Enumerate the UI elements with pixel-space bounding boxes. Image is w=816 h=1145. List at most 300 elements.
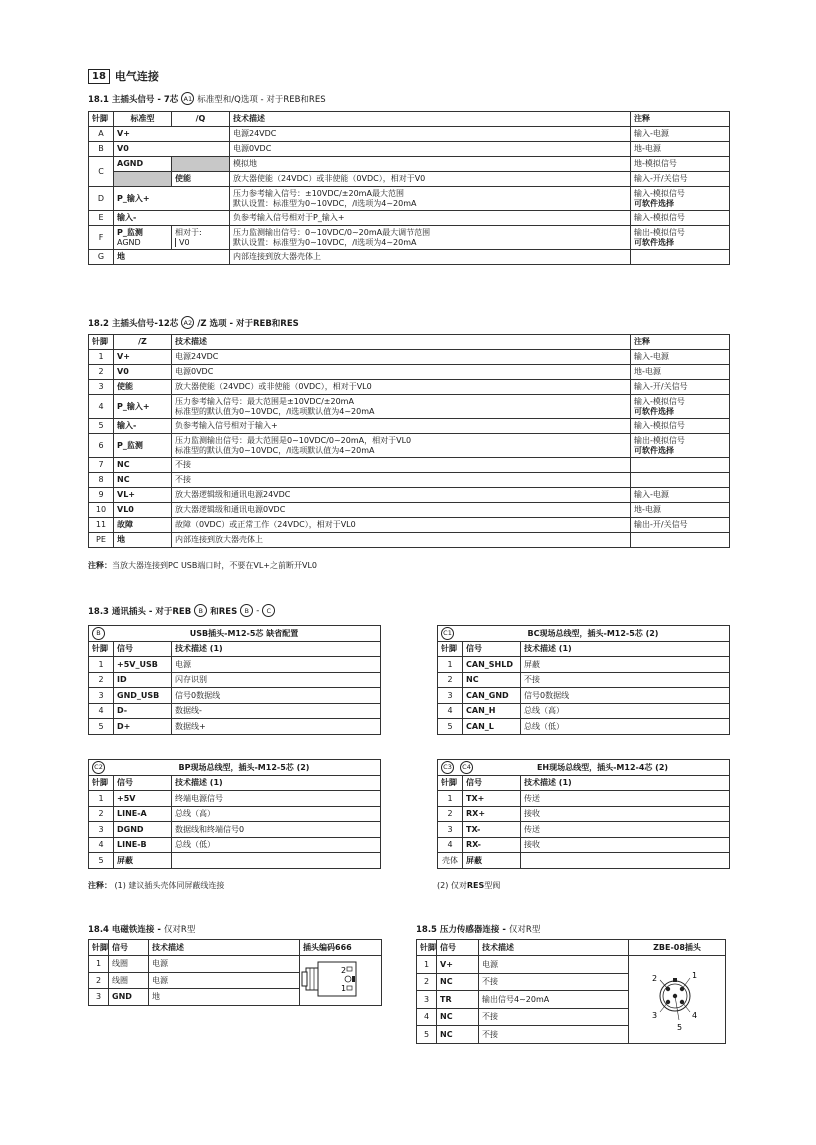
- signal-cell: 线圈: [109, 972, 149, 989]
- desc-cell: [172, 350, 631, 365]
- pin-cell: 2: [89, 365, 114, 380]
- signal-cell: 故障: [114, 518, 172, 533]
- desc-cell: 不接: [479, 1008, 629, 1026]
- th-pin: 针脚: [438, 776, 463, 791]
- signal-cell: 输入-: [114, 211, 230, 226]
- signal-cell: 屏蔽: [114, 853, 172, 869]
- s182-note: [88, 560, 317, 571]
- table-row: [438, 837, 730, 853]
- note-line: 输出-模拟信号: [634, 228, 685, 237]
- desc-line: 负参考输入信号相对于输入+: [175, 421, 278, 431]
- table-row: [438, 657, 730, 673]
- desc-cell: 接收: [521, 806, 730, 822]
- bc-title: BC现场总线型，插头-M12-5芯 (2): [527, 628, 659, 638]
- desc-cell: 不接: [479, 973, 629, 991]
- desc-line: 放大器逻辑级和通讯电源24VDC: [175, 490, 291, 500]
- pin-cell: 1: [89, 956, 109, 973]
- desc-cell: 电源0VDC: [230, 142, 631, 157]
- desc-cell: [172, 503, 631, 518]
- bp-circle-0: C2: [92, 761, 105, 774]
- note-cell: [631, 518, 730, 533]
- pin-cell: 3: [438, 688, 463, 704]
- desc-cell: 数据线和终端信号0: [172, 822, 381, 838]
- desc-cell: [172, 518, 631, 533]
- q-line: V0: [175, 238, 226, 248]
- table-row: [89, 395, 730, 419]
- desc-cell: 数据线-: [172, 703, 381, 719]
- desc-cell: 电源: [479, 956, 629, 974]
- th-desc: 技术描述 (1): [172, 642, 381, 657]
- s181-title-a: 18.1 主插头信号 - 7芯: [88, 94, 179, 105]
- desc-cell: 内部连接到放大器壳体上: [230, 250, 631, 265]
- table-row: [89, 142, 730, 157]
- s183-title-b: 和RES: [210, 606, 238, 617]
- table-row: [89, 172, 730, 187]
- s185-title-b: 仅对R型: [508, 925, 541, 935]
- desc-cell: 不接: [521, 672, 730, 688]
- eh-circle-0: C3: [441, 761, 454, 774]
- table-row: [89, 657, 381, 673]
- gray-cell: [172, 157, 230, 172]
- signal-cell: NC: [437, 1026, 479, 1044]
- signal-cell: V0: [114, 365, 172, 380]
- th-desc: 技术描述: [230, 112, 631, 127]
- signal-cell: 使能: [114, 380, 172, 395]
- s183-note1: [88, 880, 224, 891]
- pin-cell: 5: [89, 419, 114, 434]
- th-note: 注释: [631, 112, 730, 127]
- desc-cell: 终端电源信号: [172, 791, 381, 807]
- note-cell: 输入-电源: [631, 127, 730, 142]
- s183-circle-b2: B: [240, 604, 253, 617]
- signal-cell: +5V_USB: [114, 657, 172, 673]
- th-q: /Q: [172, 112, 230, 127]
- signal-cell: P_输入+: [114, 395, 172, 419]
- note-line: 输入-电源: [634, 352, 669, 362]
- note-cell: [631, 187, 730, 211]
- table-row: [89, 703, 381, 719]
- section-heading: 电气连接: [114, 70, 159, 83]
- pin-cell: PE: [89, 533, 114, 548]
- note-line: 可软件选择: [634, 198, 674, 208]
- signal-cell: V+: [114, 127, 230, 142]
- signal-cell: CAN_SHLD: [463, 657, 521, 673]
- desc-cell: 总线（低）: [521, 719, 730, 735]
- pin-cell: 1: [89, 350, 114, 365]
- desc-cell: [172, 365, 631, 380]
- pin-cell: 2: [417, 973, 437, 991]
- pin-cell: 1: [417, 956, 437, 974]
- note-line: 地-电源: [634, 505, 661, 515]
- note-line: 可软件选择: [634, 237, 674, 247]
- pin-cell: 2: [438, 806, 463, 822]
- th-desc: 技术描述 (1): [521, 642, 730, 657]
- desc-cell: 总线（低）: [172, 837, 381, 853]
- s182-title: [88, 316, 299, 329]
- table-row: [89, 822, 381, 838]
- note-cell: [631, 419, 730, 434]
- note-cell: [631, 365, 730, 380]
- pin-cell: 8: [89, 473, 114, 488]
- table-row: [89, 211, 730, 226]
- th-pin: 针脚: [438, 642, 463, 657]
- note-line: 可软件选择: [634, 406, 674, 416]
- desc-line: 内部连接到放大器壳体上: [175, 535, 263, 545]
- pin-cell: 9: [89, 488, 114, 503]
- pin-label-1: 1: [692, 971, 698, 980]
- desc-cell: 负参考输入信号相对于P_输入+: [230, 211, 631, 226]
- desc-cell: [172, 488, 631, 503]
- desc-cell: 传送: [521, 791, 730, 807]
- bp-table: [88, 759, 381, 869]
- s183-title: [88, 604, 275, 617]
- desc-line: 压力参考输入信号：最大范围是±10VDC/±20mA: [175, 397, 354, 406]
- note-cell: [631, 250, 730, 265]
- signal-cell: V0: [114, 142, 230, 157]
- note-cell: 地-模拟信号: [631, 157, 730, 172]
- signal-cell: CAN_L: [463, 719, 521, 735]
- signal-cell: P_监测: [114, 434, 172, 458]
- table-row: [438, 806, 730, 822]
- solenoid-plug-icon: [300, 956, 380, 1002]
- desc-cell: [172, 434, 631, 458]
- desc-cell: 数据线+: [172, 719, 381, 735]
- th-desc: 技术描述: [172, 335, 631, 350]
- signal-cell: 屏蔽: [463, 853, 521, 869]
- desc-cell: [230, 187, 631, 211]
- signal-cell: NC: [437, 973, 479, 991]
- s181-title: [88, 92, 326, 105]
- table-row: [89, 350, 730, 365]
- signal-cell: ID: [114, 672, 172, 688]
- signal-cell: LINE-A: [114, 806, 172, 822]
- pin-label-4: 4: [692, 1011, 698, 1020]
- desc-cell: [172, 853, 381, 869]
- desc-cell: 接收: [521, 837, 730, 853]
- s184-title-a: 18.4 电磁铁连接 -: [88, 925, 161, 935]
- pin-cell: 4: [417, 1008, 437, 1026]
- bc-table: [437, 625, 730, 735]
- pin-cell: 7: [89, 458, 114, 473]
- signal-cell: NC: [114, 458, 172, 473]
- eh-circle-1: C4: [460, 761, 473, 774]
- pin-cell: 3: [89, 989, 109, 1006]
- table-row: [89, 518, 730, 533]
- note-line: 输入-模拟信号: [634, 421, 685, 431]
- desc-cell: 信号0数据线: [521, 688, 730, 704]
- s184-title-b: 仅对R型: [163, 925, 196, 935]
- table-row: [89, 473, 730, 488]
- pin-cell: 1: [438, 791, 463, 807]
- table-row: [89, 157, 730, 172]
- table-row: [89, 533, 730, 548]
- desc-cell: 模拟地: [230, 157, 631, 172]
- desc-line: 默认设置：标准型为0~10VDC，/I选项为4~20mA: [233, 237, 417, 247]
- bp-title: BP现场总线型，插头-M12-5芯 (2): [178, 762, 310, 772]
- table-row: [438, 703, 730, 719]
- desc-cell: 闪存识别: [172, 672, 381, 688]
- desc-line: 放大器逻辑级和通讯电源0VDC: [175, 505, 286, 515]
- desc-cell: 电源: [172, 657, 381, 673]
- th-sig: /Z: [114, 335, 172, 350]
- desc-cell: [172, 473, 631, 488]
- note-line: 输出-开/关信号: [634, 520, 688, 530]
- note-cell: [631, 395, 730, 419]
- signal-line: AGND: [117, 237, 141, 247]
- th-std: 标准型: [114, 112, 172, 127]
- signal-cell: 地: [114, 533, 172, 548]
- signal-cell: RX-: [463, 837, 521, 853]
- th-pin: 针脚: [89, 335, 114, 350]
- pin-cell: F: [89, 226, 114, 250]
- th-pin: 针脚: [89, 940, 109, 956]
- pin-cell: 11: [89, 518, 114, 533]
- s181-circle: A1: [181, 92, 194, 105]
- note-cell: 地-电源: [631, 142, 730, 157]
- note-text-b: RES: [466, 881, 485, 890]
- q-line: 相对于:: [175, 228, 202, 237]
- pin-cell: 6: [89, 434, 114, 458]
- pin-cell: 1: [89, 791, 114, 807]
- signal-cell: VL0: [114, 503, 172, 518]
- signal-cell: AGND: [114, 157, 172, 172]
- th-sig: 信号: [109, 940, 149, 956]
- desc-cell: 放大器使能（24VDC）或非使能（0VDC），相对于V0: [230, 172, 631, 187]
- table-row: [89, 806, 381, 822]
- th-note: 注释: [631, 335, 730, 350]
- usb-circle-0: B: [92, 627, 105, 640]
- note-cell: [631, 488, 730, 503]
- desc-line: 不接: [175, 475, 191, 485]
- note-label: 注释：: [88, 881, 112, 890]
- note-line: 输入-模拟信号: [634, 397, 685, 406]
- note-cell: [631, 226, 730, 250]
- note-text: 当放大器连接到PC USB端口时，不要在VL+之前断开VL0: [112, 561, 318, 570]
- s185-table: [416, 939, 726, 1044]
- desc-cell: [172, 419, 631, 434]
- s184-title: [88, 923, 195, 935]
- note-line: 地-电源: [634, 367, 661, 377]
- desc-cell: 地: [149, 989, 300, 1006]
- s183-circle-b1: B: [194, 604, 207, 617]
- signal-cell: NC: [463, 672, 521, 688]
- bc-circle-0: C1: [441, 627, 454, 640]
- signal-cell: 地: [114, 250, 230, 265]
- signal-cell: DGND: [114, 822, 172, 838]
- pin-cell: B: [89, 142, 114, 157]
- table-row: [438, 672, 730, 688]
- signal-cell: TX-: [463, 822, 521, 838]
- table-row: [89, 853, 381, 869]
- s182-title-a: 18.2 主插头信号-12芯: [88, 318, 179, 329]
- th-sig: 信号: [437, 940, 479, 956]
- eh-title-row: [438, 760, 730, 776]
- th-desc: 技术描述 (1): [521, 776, 730, 791]
- th-sig: 信号: [114, 642, 172, 657]
- s181-table: [88, 111, 730, 265]
- desc-cell: 电源: [149, 972, 300, 989]
- signal-cell: GND: [109, 989, 149, 1006]
- pin-cell: 5: [417, 1026, 437, 1044]
- table-row: [89, 380, 730, 395]
- table-row: [89, 419, 730, 434]
- desc-line: 标准型的默认值为0~10VDC，/I选项默认值为4~20mA: [175, 406, 375, 416]
- pin-cell: 3: [438, 822, 463, 838]
- th-pin: 针脚: [89, 776, 114, 791]
- pin-cell: 2: [89, 806, 114, 822]
- section-title: [88, 68, 159, 84]
- signal-cell: 线圈: [109, 956, 149, 973]
- note-cell: [631, 380, 730, 395]
- pin-cell: 4: [438, 703, 463, 719]
- note-cell: [631, 503, 730, 518]
- pin-cell: C: [89, 157, 114, 187]
- signal-cell: V+: [437, 956, 479, 974]
- th-desc: 技术描述: [149, 940, 300, 956]
- pin-cell: 4: [89, 837, 114, 853]
- signal-cell: TX+: [463, 791, 521, 807]
- note-line: 输入-模拟信号: [634, 189, 685, 198]
- signal-cell: GND_USB: [114, 688, 172, 704]
- th-pin: 针脚: [89, 642, 114, 657]
- desc-cell: 输出信号4~20mA: [479, 991, 629, 1009]
- pin-cell: E: [89, 211, 114, 226]
- s182-title-b: /Z 选项 - 对于REB和RES: [197, 318, 299, 329]
- note-label: 注释：: [88, 561, 112, 570]
- note-cell: 输入-模拟信号: [631, 211, 730, 226]
- th-desc: 技术描述 (1): [172, 776, 381, 791]
- desc-line: 不接: [175, 460, 191, 470]
- usb-table: [88, 625, 381, 735]
- desc-line: 默认设置：标准型为0~10VDC，/I选项为4~20mA: [233, 198, 417, 208]
- table-row: [438, 688, 730, 704]
- signal-cell: CAN_GND: [463, 688, 521, 704]
- desc-cell: [230, 226, 631, 250]
- table-row: [438, 822, 730, 838]
- note-line: 输入-电源: [634, 490, 669, 500]
- bp-title-row: [89, 760, 381, 776]
- pin-cell: 10: [89, 503, 114, 518]
- desc-cell: [521, 853, 730, 869]
- pin-cell: 壳体: [438, 853, 463, 869]
- th-sig: 信号: [114, 776, 172, 791]
- pin-label-5: 5: [677, 1023, 683, 1032]
- desc-cell: 总线（高）: [521, 703, 730, 719]
- signal-cell: CAN_H: [463, 703, 521, 719]
- table-row: [89, 250, 730, 265]
- s182-table: [88, 334, 730, 548]
- note-text-a: (2) 仅对: [437, 881, 467, 890]
- s185-title-a: 18.5 压力传感器连接 -: [416, 925, 506, 935]
- table-row: [89, 503, 730, 518]
- pin-cell: 5: [438, 719, 463, 735]
- desc-line: 故障（0VDC）或正常工作（24VDC），相对于VL0: [175, 520, 356, 530]
- pin-cell: 3: [89, 822, 114, 838]
- signal-cell: 输入-: [114, 419, 172, 434]
- s181-title-b: 标准型和/Q选项 - 对于REB和RES: [197, 94, 326, 105]
- desc-line: 压力参考输入信号：±10VDC/±20mA最大范围: [233, 189, 404, 198]
- eh-table: [437, 759, 730, 869]
- table-row: [89, 719, 381, 735]
- table-row: [89, 226, 730, 250]
- pin-label-2: 2: [652, 974, 658, 983]
- note-text: (1) 建议插头壳体同屏蔽线连接: [114, 881, 225, 890]
- s184-table: [88, 939, 382, 1006]
- table-row: [438, 853, 730, 869]
- plug-label-1: 1: [341, 984, 347, 993]
- desc-cell: 屏蔽: [521, 657, 730, 673]
- note-line: 输入-开/关信号: [634, 382, 688, 392]
- signal-cell: P_输入+: [114, 187, 230, 211]
- table-row: [89, 365, 730, 380]
- signal-cell: RX+: [463, 806, 521, 822]
- signal-line: P_监测: [117, 228, 143, 237]
- pin-cell: 4: [438, 837, 463, 853]
- desc-cell: 不接: [479, 1026, 629, 1044]
- section-number: 18: [88, 69, 110, 84]
- q-cell: [172, 226, 230, 250]
- table-row: [89, 488, 730, 503]
- desc-cell: 总线（高）: [172, 806, 381, 822]
- signal-cell: 使能: [172, 172, 230, 187]
- note-cell: [631, 533, 730, 548]
- desc-cell: [172, 380, 631, 395]
- th-plug: ZBE-08插头: [629, 940, 726, 956]
- pin-cell: 2: [89, 672, 114, 688]
- pin-cell: D: [89, 187, 114, 211]
- signal-cell: VL+: [114, 488, 172, 503]
- table-row: [89, 434, 730, 458]
- pin-cell: 3: [417, 991, 437, 1009]
- desc-cell: 电源: [149, 956, 300, 973]
- pin-cell: 2: [89, 972, 109, 989]
- s183-circle-c: C: [262, 604, 275, 617]
- usb-title: USB插头-M12-5芯 缺省配置: [189, 628, 299, 638]
- desc-cell: [172, 395, 631, 419]
- pin-cell: 3: [89, 688, 114, 704]
- pin-cell: A: [89, 127, 114, 142]
- pin-cell: 1: [89, 657, 114, 673]
- signal-cell: D-: [114, 703, 172, 719]
- pin-cell: 2: [438, 672, 463, 688]
- th-pin: 针脚: [417, 940, 437, 956]
- sensor-plug-cell: [629, 956, 726, 1044]
- plug-label-2: 2: [341, 966, 347, 975]
- s182-circle: A2: [181, 316, 194, 329]
- table-row: [89, 791, 381, 807]
- table-row: [89, 127, 730, 142]
- note-cell: 输入-开/关信号: [631, 172, 730, 187]
- note-cell: [631, 434, 730, 458]
- table-row: [89, 187, 730, 211]
- th-plug: 插头编码666: [300, 940, 382, 956]
- note-cell: [631, 350, 730, 365]
- table-row: [89, 458, 730, 473]
- desc-line: 压力监测输出信号：最大范围是0~10VDC/0~20mA，相对于VL0: [175, 436, 412, 445]
- table-row: [89, 956, 382, 973]
- desc-line: 压力监测输出信号：0~10VDC/0~20mA最大调节范围: [233, 228, 431, 237]
- th-desc: 技术描述: [479, 940, 629, 956]
- signal-cell: +5V: [114, 791, 172, 807]
- s183-title-a: 18.3 通讯插头 - 对于REB: [88, 606, 192, 617]
- pin-label-3: 3: [652, 1011, 658, 1020]
- gray-cell: [114, 172, 172, 187]
- signal-cell: NC: [114, 473, 172, 488]
- bc-title-row: [438, 626, 730, 642]
- desc-line: 电源0VDC: [175, 367, 214, 377]
- zbe08-plug-icon: [632, 956, 722, 1040]
- table-row: [438, 719, 730, 735]
